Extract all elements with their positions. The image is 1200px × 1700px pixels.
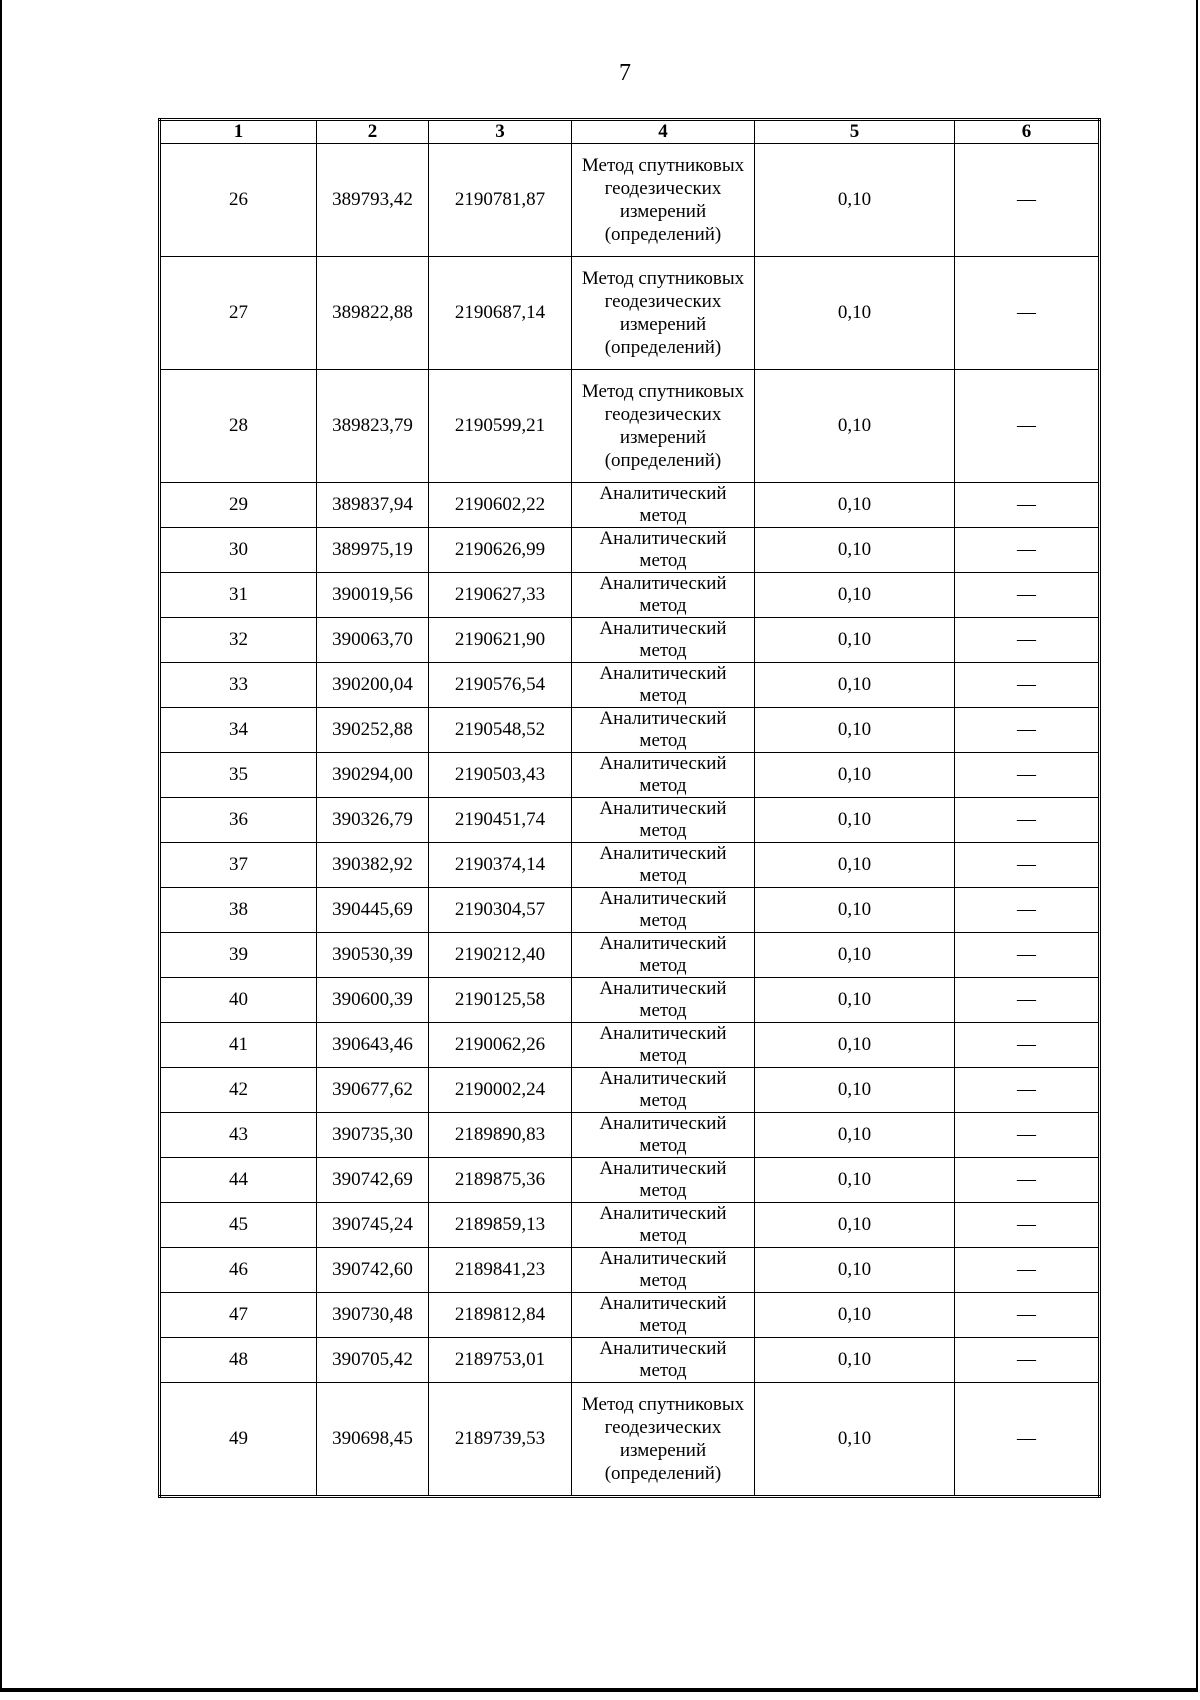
point-number-cell: 28 <box>160 370 317 483</box>
accuracy-cell: 0,10 <box>755 144 955 257</box>
method-cell: Аналитический метод <box>572 663 755 708</box>
method-cell: Аналитический метод <box>572 1113 755 1158</box>
accuracy-cell: 0,10 <box>755 1383 955 1497</box>
x-coordinate-cell: 390643,46 <box>317 1023 429 1068</box>
point-number-cell: 46 <box>160 1248 317 1293</box>
method-cell: Аналитический метод <box>572 753 755 798</box>
table-row <box>160 843 1100 888</box>
note-cell: — <box>955 798 1100 843</box>
y-coordinate-cell: 2190602,22 <box>429 483 572 528</box>
point-number-cell: 45 <box>160 1203 317 1248</box>
table-row <box>160 573 1100 618</box>
point-number-cell: 49 <box>160 1383 317 1497</box>
accuracy-cell: 0,10 <box>755 1068 955 1113</box>
table-row <box>160 1158 1100 1203</box>
point-number-cell: 39 <box>160 933 317 978</box>
point-number-cell: 34 <box>160 708 317 753</box>
x-coordinate-cell: 390382,92 <box>317 843 429 888</box>
column-header: 3 <box>429 120 572 144</box>
y-coordinate-cell: 2189812,84 <box>429 1293 572 1338</box>
y-coordinate-cell: 2190125,58 <box>429 978 572 1023</box>
y-coordinate-cell: 2190687,14 <box>429 257 572 370</box>
y-coordinate-cell: 2189841,23 <box>429 1248 572 1293</box>
table-row <box>160 1293 1100 1338</box>
y-coordinate-cell: 2189875,36 <box>429 1158 572 1203</box>
y-coordinate-cell: 2190548,52 <box>429 708 572 753</box>
note-cell: — <box>955 1023 1100 1068</box>
x-coordinate-cell: 390742,60 <box>317 1248 429 1293</box>
accuracy-cell: 0,10 <box>755 933 955 978</box>
point-number-cell: 44 <box>160 1158 317 1203</box>
note-cell: — <box>955 1068 1100 1113</box>
method-cell: Аналитический метод <box>572 483 755 528</box>
y-coordinate-cell: 2190626,99 <box>429 528 572 573</box>
note-cell: — <box>955 933 1100 978</box>
table-row <box>160 1203 1100 1248</box>
table-row <box>160 1113 1100 1158</box>
note-cell: — <box>955 753 1100 798</box>
accuracy-cell: 0,10 <box>755 1158 955 1203</box>
method-cell: Аналитический метод <box>572 1293 755 1338</box>
x-coordinate-cell: 390326,79 <box>317 798 429 843</box>
point-number-cell: 48 <box>160 1338 317 1383</box>
method-cell: Аналитический метод <box>572 528 755 573</box>
table-row <box>160 798 1100 843</box>
coordinates-table <box>158 118 1101 1498</box>
method-cell: Аналитический метод <box>572 1068 755 1113</box>
accuracy-cell: 0,10 <box>755 1293 955 1338</box>
accuracy-cell: 0,10 <box>755 618 955 663</box>
accuracy-cell: 0,10 <box>755 257 955 370</box>
point-number-cell: 30 <box>160 528 317 573</box>
note-cell: — <box>955 978 1100 1023</box>
x-coordinate-cell: 390600,39 <box>317 978 429 1023</box>
x-coordinate-cell: 390445,69 <box>317 888 429 933</box>
column-header: 2 <box>317 120 429 144</box>
note-cell: — <box>955 573 1100 618</box>
y-coordinate-cell: 2189859,13 <box>429 1203 572 1248</box>
y-coordinate-cell: 2190304,57 <box>429 888 572 933</box>
note-cell: — <box>955 888 1100 933</box>
method-cell: Аналитический метод <box>572 1248 755 1293</box>
y-coordinate-cell: 2190627,33 <box>429 573 572 618</box>
accuracy-cell: 0,10 <box>755 370 955 483</box>
page-number: 7 <box>619 60 631 86</box>
method-cell: Аналитический метод <box>572 573 755 618</box>
method-cell: Аналитический метод <box>572 1338 755 1383</box>
point-number-cell: 32 <box>160 618 317 663</box>
table-row <box>160 1383 1100 1497</box>
point-number-cell: 43 <box>160 1113 317 1158</box>
column-header: 1 <box>160 120 317 144</box>
y-coordinate-cell: 2190503,43 <box>429 753 572 798</box>
point-number-cell: 27 <box>160 257 317 370</box>
table-row <box>160 663 1100 708</box>
note-cell: — <box>955 1383 1100 1497</box>
method-cell: Метод спутниковых геодезических измерений (определений) <box>572 370 755 483</box>
method-cell: Аналитический метод <box>572 1158 755 1203</box>
y-coordinate-cell: 2190002,24 <box>429 1068 572 1113</box>
x-coordinate-cell: 389822,88 <box>317 257 429 370</box>
x-coordinate-cell: 390735,30 <box>317 1113 429 1158</box>
accuracy-cell: 0,10 <box>755 573 955 618</box>
x-coordinate-cell: 390698,45 <box>317 1383 429 1497</box>
y-coordinate-cell: 2190374,14 <box>429 843 572 888</box>
note-cell: — <box>955 144 1100 257</box>
y-coordinate-cell: 2190599,21 <box>429 370 572 483</box>
accuracy-cell: 0,10 <box>755 1338 955 1383</box>
point-number-cell: 35 <box>160 753 317 798</box>
point-number-cell: 26 <box>160 144 317 257</box>
method-cell: Аналитический метод <box>572 1023 755 1068</box>
y-coordinate-cell: 2190212,40 <box>429 933 572 978</box>
method-cell: Аналитический метод <box>572 1203 755 1248</box>
point-number-cell: 31 <box>160 573 317 618</box>
note-cell: — <box>955 1248 1100 1293</box>
column-header: 4 <box>572 120 755 144</box>
table-row <box>160 978 1100 1023</box>
accuracy-cell: 0,10 <box>755 978 955 1023</box>
note-cell: — <box>955 1113 1100 1158</box>
point-number-cell: 40 <box>160 978 317 1023</box>
point-number-cell: 42 <box>160 1068 317 1113</box>
x-coordinate-cell: 390200,04 <box>317 663 429 708</box>
x-coordinate-cell: 389823,79 <box>317 370 429 483</box>
accuracy-cell: 0,10 <box>755 1203 955 1248</box>
point-number-cell: 29 <box>160 483 317 528</box>
method-cell: Аналитический метод <box>572 798 755 843</box>
note-cell: — <box>955 483 1100 528</box>
method-cell: Аналитический метод <box>572 708 755 753</box>
accuracy-cell: 0,10 <box>755 708 955 753</box>
y-coordinate-cell: 2190062,26 <box>429 1023 572 1068</box>
point-number-cell: 33 <box>160 663 317 708</box>
point-number-cell: 41 <box>160 1023 317 1068</box>
method-cell: Метод спутниковых геодезических измерений (определений) <box>572 144 755 257</box>
note-cell: — <box>955 1338 1100 1383</box>
point-number-cell: 47 <box>160 1293 317 1338</box>
x-coordinate-cell: 389837,94 <box>317 483 429 528</box>
accuracy-cell: 0,10 <box>755 1113 955 1158</box>
x-coordinate-cell: 390730,48 <box>317 1293 429 1338</box>
point-number-cell: 38 <box>160 888 317 933</box>
table-row <box>160 933 1100 978</box>
accuracy-cell: 0,10 <box>755 753 955 798</box>
method-cell: Аналитический метод <box>572 618 755 663</box>
x-coordinate-cell: 390705,42 <box>317 1338 429 1383</box>
table-row <box>160 483 1100 528</box>
column-header: 6 <box>955 120 1100 144</box>
x-coordinate-cell: 390019,56 <box>317 573 429 618</box>
accuracy-cell: 0,10 <box>755 888 955 933</box>
note-cell: — <box>955 1158 1100 1203</box>
note-cell: — <box>955 528 1100 573</box>
method-cell: Аналитический метод <box>572 888 755 933</box>
note-cell: — <box>955 618 1100 663</box>
method-cell: Аналитический метод <box>572 843 755 888</box>
x-coordinate-cell: 390063,70 <box>317 618 429 663</box>
table-row <box>160 257 1100 370</box>
table-row <box>160 1338 1100 1383</box>
method-cell: Аналитический метод <box>572 978 755 1023</box>
note-cell: — <box>955 1203 1100 1248</box>
x-coordinate-cell: 390294,00 <box>317 753 429 798</box>
table-row <box>160 888 1100 933</box>
accuracy-cell: 0,10 <box>755 483 955 528</box>
accuracy-cell: 0,10 <box>755 798 955 843</box>
table-row <box>160 1023 1100 1068</box>
method-cell: Метод спутниковых геодезических измерений (определений) <box>572 257 755 370</box>
table-row <box>160 753 1100 798</box>
point-number-cell: 36 <box>160 798 317 843</box>
accuracy-cell: 0,10 <box>755 663 955 708</box>
y-coordinate-cell: 2190621,90 <box>429 618 572 663</box>
method-cell: Метод спутниковых геодезических измерений (определений) <box>572 1383 755 1497</box>
note-cell: — <box>955 370 1100 483</box>
y-coordinate-cell: 2189753,01 <box>429 1338 572 1383</box>
y-coordinate-cell: 2190576,54 <box>429 663 572 708</box>
y-coordinate-cell: 2190781,87 <box>429 144 572 257</box>
x-coordinate-cell: 389793,42 <box>317 144 429 257</box>
note-cell: — <box>955 663 1100 708</box>
x-coordinate-cell: 389975,19 <box>317 528 429 573</box>
y-coordinate-cell: 2189890,83 <box>429 1113 572 1158</box>
point-number-cell: 37 <box>160 843 317 888</box>
x-coordinate-cell: 390745,24 <box>317 1203 429 1248</box>
x-coordinate-cell: 390677,62 <box>317 1068 429 1113</box>
table-row <box>160 1068 1100 1113</box>
accuracy-cell: 0,10 <box>755 528 955 573</box>
x-coordinate-cell: 390742,69 <box>317 1158 429 1203</box>
column-header: 5 <box>755 120 955 144</box>
x-coordinate-cell: 390530,39 <box>317 933 429 978</box>
accuracy-cell: 0,10 <box>755 1023 955 1068</box>
table-row <box>160 618 1100 663</box>
accuracy-cell: 0,10 <box>755 1248 955 1293</box>
method-cell: Аналитический метод <box>572 933 755 978</box>
table-row <box>160 1248 1100 1293</box>
table-row <box>160 370 1100 483</box>
x-coordinate-cell: 390252,88 <box>317 708 429 753</box>
table-row <box>160 528 1100 573</box>
header-row <box>160 120 1100 144</box>
table-row <box>160 708 1100 753</box>
y-coordinate-cell: 2189739,53 <box>429 1383 572 1497</box>
accuracy-cell: 0,10 <box>755 843 955 888</box>
note-cell: — <box>955 1293 1100 1338</box>
note-cell: — <box>955 708 1100 753</box>
table-row <box>160 144 1100 257</box>
y-coordinate-cell: 2190451,74 <box>429 798 572 843</box>
table-body <box>160 144 1100 1497</box>
note-cell: — <box>955 843 1100 888</box>
note-cell: — <box>955 257 1100 370</box>
